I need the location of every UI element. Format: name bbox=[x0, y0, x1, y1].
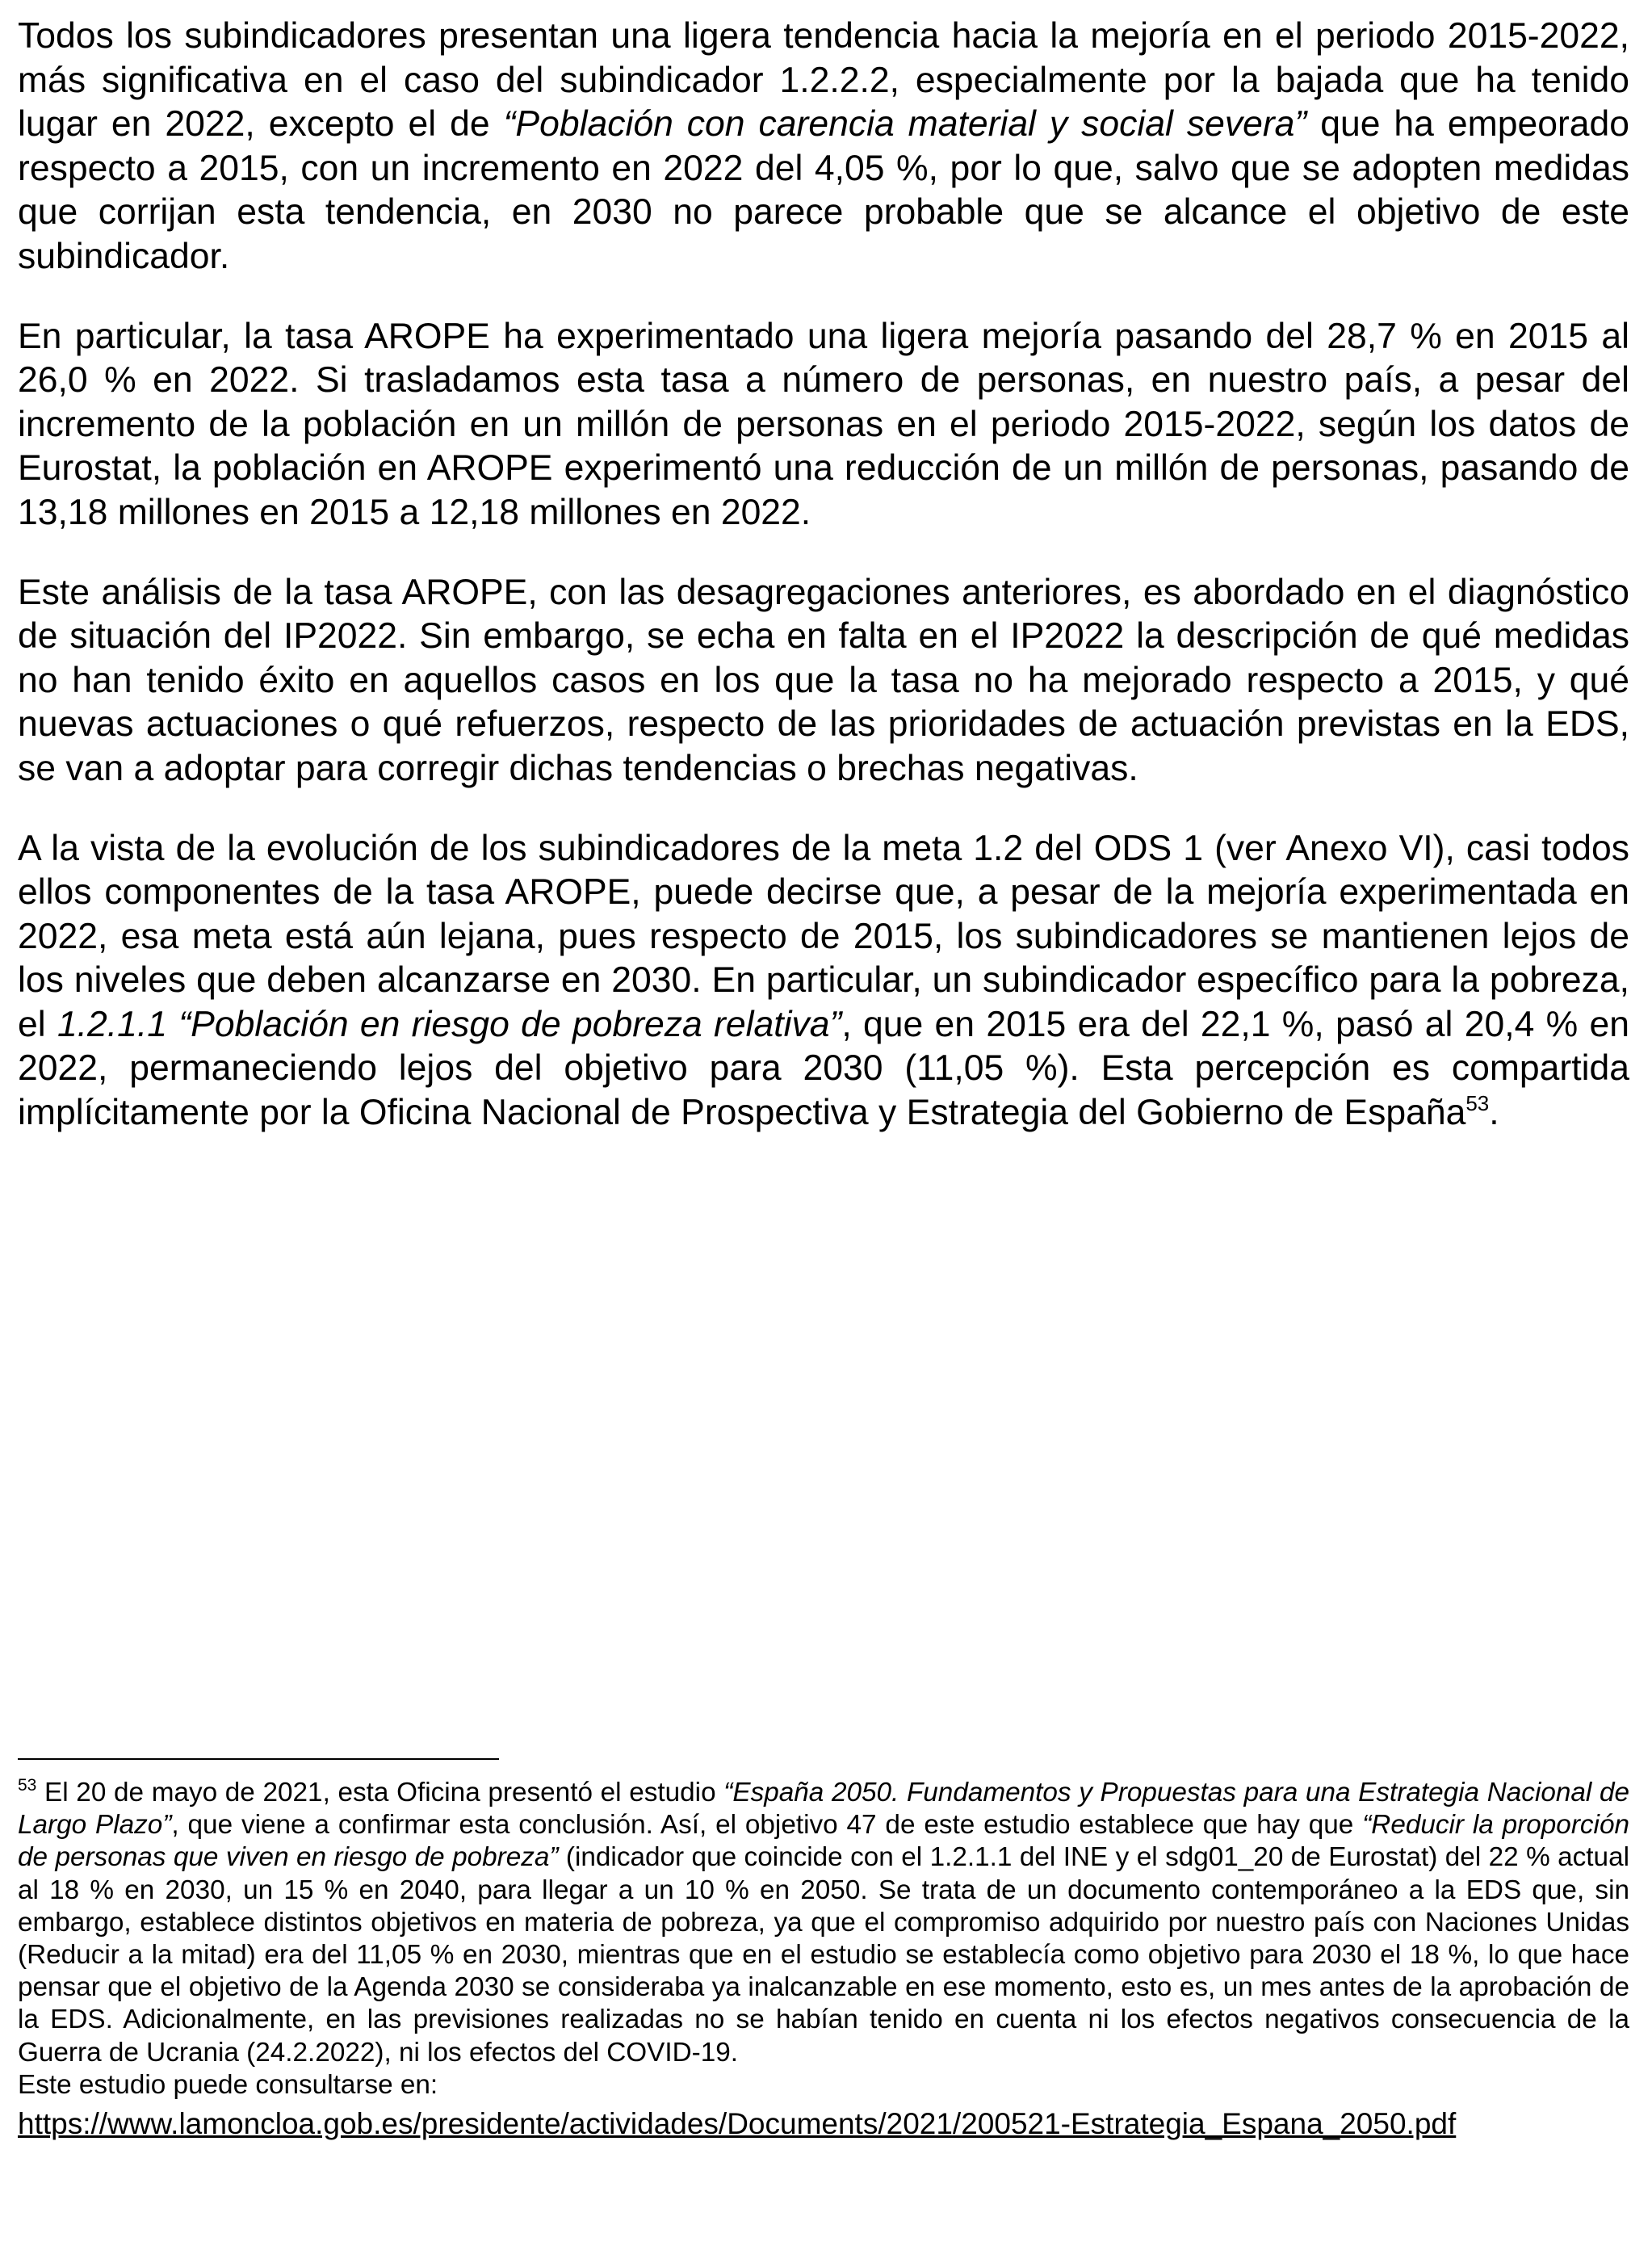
footnote-italic-study-title: “España 2050. Fundamentos y Propuestas para una Estrategia Nacional de Largo Plazo” bbox=[18, 1778, 1630, 1841]
paragraph-1-text-a: Todos los subindicadores presentan una ligera tendencia hacia la mejoría en el periodo 2015-2022, más significativa en el caso del subindicador 1.2.2.2, especialmente por la bajada que ha tenido lugar en 2022, excepto el de bbox=[18, 16, 1629, 145]
paragraph-4-text-d: . bbox=[1489, 1093, 1499, 1133]
paragraph-4-text-a: A la vista de la evolución de los subindicadores de la meta 1.2 del ODS 1 (ver Anexo VI), casi todos ellos componentes de la tasa AROPE, puede decirse que, a pesar de la mejoría experimentada en 2022, esa meta está aún lejana, pues respecto de 2015, los subindicadores se mantienen lejos de los niveles que deben alcanzarse en 2030. En particular, un subindicador específico para la pobreza, el bbox=[18, 828, 1629, 1044]
footnote-study-link[interactable]: https://www.lamoncloa.gob.es/presidente/actividades/Documents/2021/200521-Estrategia_Espana_2050.pdf bbox=[18, 2107, 1457, 2141]
paragraph-4-italic-subindicador: 1.2.1.1 “Población en riesgo de pobreza relativa” bbox=[57, 1004, 842, 1044]
paragraph-subindicadores-tendencia bbox=[18, 15, 1629, 279]
footnote-separator bbox=[18, 1758, 499, 1760]
paragraph-analisis-arope: Este análisis de la tasa AROPE, con las desagregaciones anteriores, es abordado en el diagnóstico de situación del IP2022. Sin embargo, se echa en falta en el IP2022 la descripción de qué medidas no han tenido éxito en aquellos casos en los que la tasa no ha mejorado respecto a 2015, y qué nuevas actuaciones o qué refuerzos, respecto de las prioridades de actuación previstas en la EDS, se van a adoptar para corregir dichas tendencias o brechas negativas. bbox=[18, 572, 1629, 788]
footnote-text-a: El 20 de mayo de 2021, esta Oficina presentó el estudio bbox=[36, 1778, 724, 1807]
footnote-consult-label: Este estudio puede consultarse en: bbox=[18, 2069, 438, 2100]
footnote-reference-53[interactable]: 53 bbox=[1465, 1091, 1490, 1116]
footnote-text-e: (indicador que coincide con el 1.2.1.1 del INE y el sdg01_20 de Eurostat) del 22 % actual al 18 % en 2030, un 15 % en 2040, para llegar a un 10 % en 2050. Se trata de un documento contemporáneo a la EDS que, sin embargo, establece distintos objetivos en materia de pobreza, ya que el compromiso adquirido por nuestro país con Naciones Unidas (Reducir a la mitad) era del 11,05 % en 2030, mientras que en el estudio se establecía como objetivo para 2030 el 18 %, lo que hace pensar que el objetivo de la Agenda 2030 se consideraba ya inalcanzable en ese momento, esto es, un mes antes de la aprobación de la EDS. Adicionalmente, en las previsiones realizadas no se habían tenido en cuenta ni los efectos negativos consecuencia de la Guerra de Ucrania (24.2.2022), ni los efectos del COVID-19. bbox=[18, 1842, 1629, 2068]
document-body bbox=[18, 15, 1629, 1136]
footnotes-section bbox=[18, 1777, 1629, 2142]
footnote-53 bbox=[18, 1777, 1629, 2069]
footnote-number: 53 bbox=[18, 1776, 37, 1795]
paragraph-meta-1-2 bbox=[18, 827, 1629, 1136]
paragraph-1-italic-quote: “Población con carencia material y social severa” bbox=[503, 104, 1307, 145]
footnote-text-c: , que viene a confirmar esta conclusión. Así, el objetivo 47 de este estudio establece que hay que bbox=[171, 1810, 1363, 1841]
footnote-italic-objective: “Reducir la proporción de personas que viven en riesgo de pobreza” bbox=[18, 1810, 1629, 1873]
paragraph-4-text-c: , que en 2015 era del 22,1 %, pasó al 20,4 % en 2022, permaneciendo lejos del objetivo para 2030 (11,05 %). Esta percepción es compartida implícitamente por la Oficina Nacional de Prospectiva y Estrategia del Gobierno de España bbox=[18, 1004, 1629, 1133]
paragraph-tasa-arope: En particular, la tasa AROPE ha experimentado una ligera mejoría pasando del 28,7 % en 2015 al 26,0 % en 2022. Si trasladamos esta tasa a número de personas, en nuestro país, a pesar del incremento de la población en un millón de personas en el periodo 2015-2022, según los datos de Eurostat, la población en AROPE experimentó una reducción de un millón de personas, pasando de 13,18 millones en 2015 a 12,18 millones en 2022. bbox=[18, 316, 1629, 532]
paragraph-1-text-c: que ha empeorado respecto a 2015, con un incremento en 2022 del 4,05 %, por lo que, salvo que se adopten medidas que corrijan esta tendencia, en 2030 no parece probable que se alcance el objetivo de este subindicador. bbox=[18, 104, 1630, 276]
